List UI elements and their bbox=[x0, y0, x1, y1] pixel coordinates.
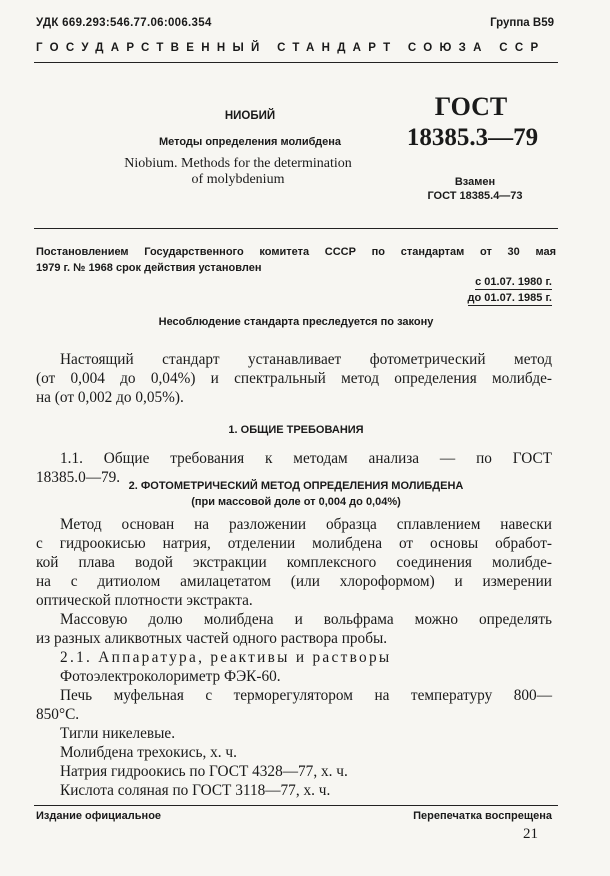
item-molybdenum-trioxide: Молибдена трехокись, х. ч. bbox=[60, 744, 237, 761]
group-code: Группа В59 bbox=[490, 17, 554, 29]
gost-number: 18385.3—79 bbox=[406, 124, 539, 151]
effective-from-date: с 01.07. 1980 г. bbox=[475, 276, 552, 288]
header-rule bbox=[34, 62, 558, 63]
title-ru-main: НИОБИЙ bbox=[224, 110, 276, 122]
p1-line1: Метод основан на разложении образца сплавлением навески bbox=[60, 516, 552, 533]
edition-note: Издание официальное bbox=[36, 810, 162, 822]
section2-heading: 2. ФОТОМЕТРИЧЕСКИЙ МЕТОД ОПРЕДЕЛЕНИЯ МОЛИБДЕНА bbox=[128, 480, 464, 492]
page-number: 21 bbox=[523, 826, 538, 842]
effective-to-date: до 01.07. 1985 г. bbox=[467, 292, 552, 304]
p1-line4: на с дитиолом амилацетатом (или хлороформом) и измерении bbox=[36, 573, 552, 590]
decree-line1: Постановлением Государственного комитета СССР по стандартам от 30 мая bbox=[36, 246, 556, 258]
udc-code: УДК 669.293:546.77.06:006.354 bbox=[36, 17, 212, 29]
intro-line1: Настоящий стандарт устанавливает фотометрический метод bbox=[60, 351, 552, 368]
item-photocolorimeter: Фотоэлектроколориметр ФЭК-60. bbox=[60, 668, 281, 685]
gost-label: ГОСТ bbox=[434, 92, 508, 121]
section1-line1: 1.1. Общие требования к методам анализа — по ГОСТ bbox=[60, 450, 552, 467]
item-furnace-line1: Печь муфельная с терморегулятором на температуру 800— bbox=[60, 687, 552, 704]
intro-line2: (от 0,004 до 0,04%) и спектральный метод определения молибде- bbox=[36, 370, 552, 387]
section2-subheading: (при массовой доле от 0,004 до 0,04%) bbox=[191, 496, 401, 508]
p1-line3: кой плава водой экстракции комплексного соединения молибде- bbox=[36, 554, 552, 571]
p1-line5: оптической плотности экстракта. bbox=[36, 592, 253, 609]
title-en bbox=[108, 156, 368, 188]
decree-line2: 1979 г. № 1968 срок действия установлен bbox=[36, 262, 262, 274]
section1-line2: 18385.0—79. bbox=[36, 469, 121, 486]
p2-line1: Массовую долю молибдена и вольфрама можно определять bbox=[60, 611, 552, 628]
replaces-label: Взамен bbox=[454, 176, 496, 188]
title-rule bbox=[34, 228, 558, 229]
title-en-line2: of molybdenium bbox=[191, 172, 285, 187]
intro-line3: на (от 0,002 до 0,05%). bbox=[36, 389, 184, 406]
subsection-2-1: 2.1. Аппаратура, реактивы и растворы bbox=[60, 649, 392, 666]
item-hydrochloric-acid: Кислота соляная по ГОСТ 3118—77, х. ч. bbox=[60, 781, 552, 800]
p2-line2: из разных аликвотных частей одного раствора пробы. bbox=[36, 630, 388, 647]
p1-line2: с гидроокисью натрия, отделении молибдена от основы обработ- bbox=[36, 535, 552, 552]
section1-heading: 1. ОБЩИЕ ТРЕБОВАНИЯ bbox=[228, 424, 364, 436]
item-furnace-line2: 850°С. bbox=[36, 706, 80, 723]
item-crucibles: Тигли никелевые. bbox=[60, 725, 176, 742]
standard-band: ГОСУДАРСТВЕННЫЙ СТАНДАРТ СОЮЗА ССР bbox=[36, 42, 546, 54]
footer-rule bbox=[34, 805, 558, 806]
reprint-note: Перепечатка воспрещена bbox=[413, 810, 552, 822]
title-ru-sub: Методы определения молибдена bbox=[158, 136, 342, 148]
title-en-line1: Niobium. Methods for the determination bbox=[124, 156, 352, 171]
item-sodium-hydroxide: Натрия гидроокись по ГОСТ 4328—77, х. ч. bbox=[60, 763, 348, 780]
law-note: Несоблюдение стандарта преследуется по закону bbox=[158, 316, 434, 328]
replaces-number: ГОСТ 18385.4—73 bbox=[427, 190, 523, 202]
